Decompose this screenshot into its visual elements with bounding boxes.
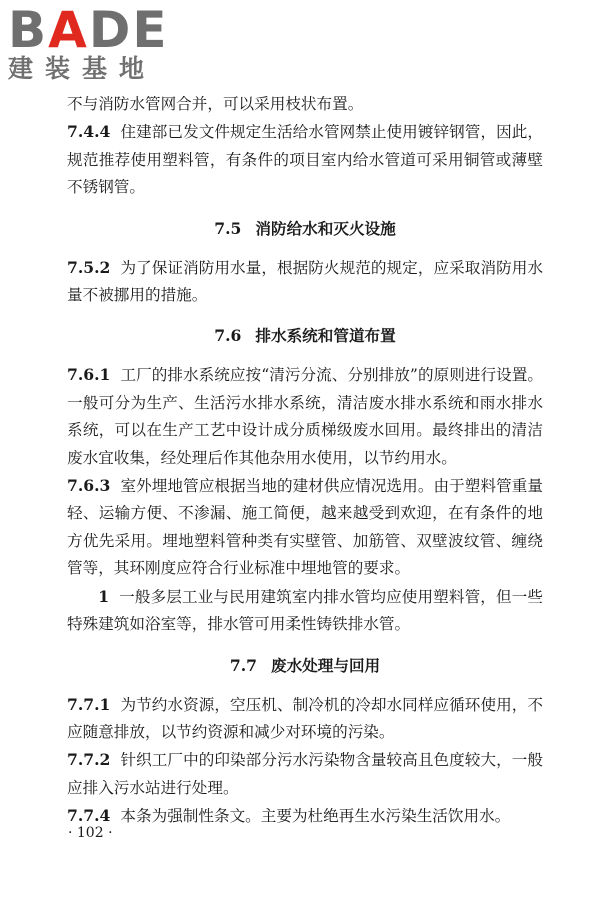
section-title: 废水处理与回用 (270, 655, 381, 675)
clause-7-7-1 (67, 691, 543, 747)
clause-7-6-3 (67, 472, 543, 583)
logo-letters-de: DE (88, 1, 169, 59)
clause-number: 7.7.2 (67, 750, 111, 770)
clause-text: 工厂的排水系统应按“清污分流、分别排放”的原则进行设置。一般可分为生产、生活污水排水系统，清洁废水排水系统和雨水排水系统，可以在生产工艺中设计成分质梯级废水回用。最终排出的清洁废水宜收集，经处理后作其他杂用水使用，以节约用水。 (67, 366, 543, 467)
clause-7-4-4 (67, 118, 543, 201)
section-number: 7.6 (214, 326, 242, 346)
continuation-paragraph: 不与消防水管网合并，可以采用枝状布置。 (67, 95, 364, 113)
section-heading-7-5 (67, 215, 543, 242)
document-body (67, 91, 543, 831)
clause-text: 室外埋地管应根据当地的建材供应情况选用。由于塑料管重量轻、运输方便、不渗漏、施工简便，越来越受到欢迎，在有条件的地方优先采用。埋地塑料管种类有实壁管、加筋管、双壁波纹管、缠绕管等，其环刚度应符合行业标准中埋地管的要求。 (67, 477, 543, 578)
section-title: 排水系统和管道布置 (255, 326, 396, 346)
logo-letter-a: A (48, 1, 89, 59)
clause-7-7-4 (67, 802, 543, 830)
bade-logo (8, 1, 178, 84)
clause-text: 住建部已发文件规定生活给水管网禁止使用镀锌钢管，因此，规范推荐使用塑料管，有条件的项目室内给水管道可采用铜管或薄壁不锈钢管。 (67, 123, 543, 197)
logo-wordmark (8, 1, 178, 59)
clause-7-7-2 (67, 746, 543, 802)
clause-7-5-2 (67, 254, 543, 310)
clause-text: 针织工厂中的印染部分污水污染物含量较高且色度较大，一般应排入污水站进行处理。 (67, 751, 543, 797)
clause-number: 7.5.2 (67, 257, 111, 277)
section-title: 消防给水和灭火设施 (255, 218, 396, 238)
clause-7-6-1 (67, 361, 543, 472)
clause-number: 7.4.4 (67, 122, 111, 142)
item-text: 一般多层工业与民用建筑室内排水管均应使用塑料管，但一些特殊建筑如浴室等，排水管可用柔性铸铁排水管。 (67, 587, 543, 634)
item-number: 1 (98, 586, 110, 606)
clause-7-6-3-item-1 (67, 583, 543, 639)
section-heading-7-7 (67, 652, 543, 679)
logo-letter-b: B (8, 1, 49, 59)
section-heading-7-6 (67, 322, 543, 349)
clause-number: 7.7.4 (67, 806, 111, 826)
clause-number: 7.6.3 (67, 476, 111, 496)
clause-number: 7.6.1 (67, 365, 111, 385)
clause-text: 为了保证消防用水量，根据防火规范的规定，应采取消防用水量不被挪用的措施。 (67, 258, 543, 305)
clause-text: 本条为强制性条文。主要为杜绝再生水污染生活饮用水。 (120, 807, 511, 826)
section-number: 7.7 (229, 655, 257, 675)
clause-number: 7.7.1 (67, 694, 111, 714)
section-number: 7.5 (214, 218, 242, 238)
clause-text: 为节约水资源，空压机、制冷机的冷却水同样应循环使用，不应随意排放，以节约资源和减少对环境的污染。 (67, 695, 543, 741)
page-number: · 102 · (68, 825, 113, 841)
logo-subtitle: 建装基地 (8, 54, 157, 83)
